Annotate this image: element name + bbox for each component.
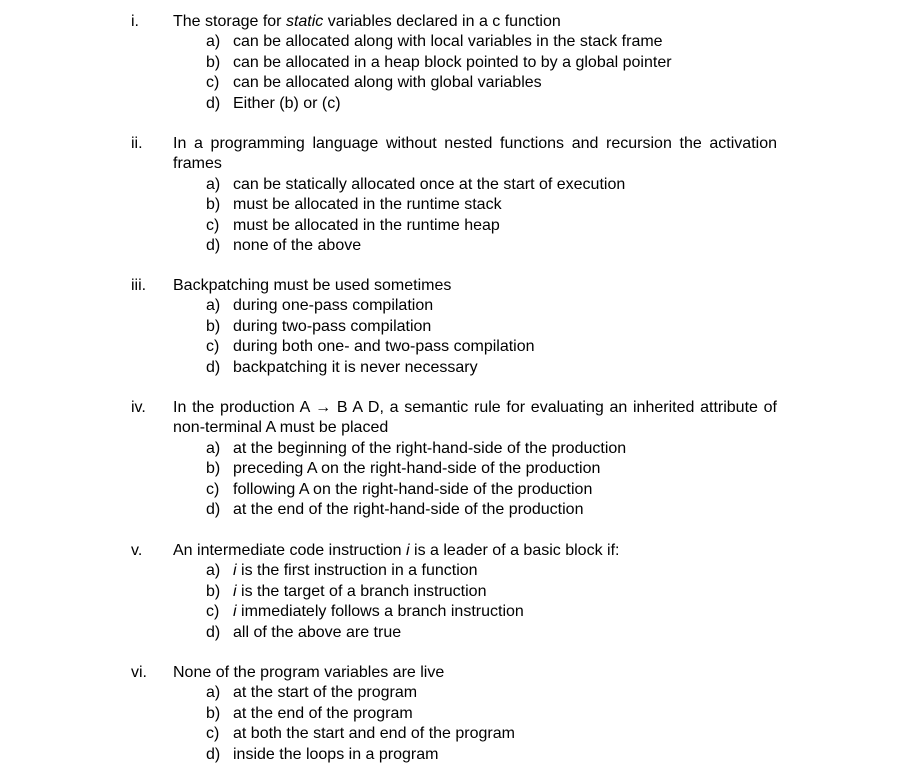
- option-a: a) can be allocated along with local variables in the stack frame: [206, 33, 663, 51]
- question-stem: The storage for static variables declared in a c function: [173, 13, 561, 30]
- option-c: c) following A on the right-hand-side of the production: [206, 480, 593, 498]
- question-stem: Backpatching must be used sometimes: [173, 277, 452, 294]
- option-list: [206, 439, 626, 521]
- option-d: d) at the end of the right-hand-side of the production: [206, 501, 584, 519]
- option-b: b) must be allocated in the runtime stack: [206, 196, 502, 214]
- option-list: [206, 561, 524, 643]
- option-d: d) backpatching it is never necessary: [206, 358, 478, 376]
- question-number: i.: [131, 13, 139, 30]
- option-a: a) during one-pass compilation: [206, 297, 434, 315]
- option-list: [206, 683, 515, 765]
- question-number: vi.: [131, 664, 147, 681]
- option-d: d) inside the loops in a program: [206, 745, 439, 763]
- question-stem: None of the program variables are live: [173, 664, 445, 681]
- option-d: d) none of the above: [206, 237, 362, 255]
- option-list: [206, 32, 672, 114]
- option-c: c) i immediately follows a branch instruction: [206, 603, 524, 621]
- question-stem: In a programming language without nested functions and recursion the activation frames: [173, 135, 777, 172]
- option-list: [206, 175, 625, 257]
- option-a: a) i is the first instruction in a function: [206, 562, 478, 580]
- option-b: b) i is the target of a branch instruction: [206, 582, 487, 600]
- emphasis-variable: i: [406, 542, 410, 559]
- option-d: d) Either (b) or (c): [206, 94, 341, 112]
- question-stem: An intermediate code instruction i is a leader of a basic block if:: [173, 542, 620, 559]
- option-a: a) can be statically allocated once at the start of execution: [206, 176, 626, 193]
- question-number: ii.: [131, 135, 143, 152]
- option-b: b) during two-pass compilation: [206, 317, 432, 335]
- question-number: iv.: [131, 399, 146, 416]
- option-d: d) all of the above are true: [206, 623, 402, 641]
- option-c: c) must be allocated in the runtime heap: [206, 216, 500, 234]
- question-number: iii.: [131, 277, 147, 294]
- option-a: a) at the beginning of the right-hand-side of the production: [206, 440, 627, 457]
- option-a: a) at the start of the program: [206, 684, 418, 702]
- option-c: c) during both one- and two-pass compilation: [206, 338, 535, 356]
- option-list: [206, 296, 535, 378]
- option-b: b) can be allocated in a heap block pointed to by a global pointer: [206, 53, 672, 71]
- emphasis-static: static: [285, 13, 324, 30]
- option-c: c) can be allocated along with global variables: [206, 74, 542, 92]
- option-c: c) at both the start and end of the program: [206, 725, 515, 743]
- option-b: b) preceding A on the right-hand-side of the production: [206, 460, 601, 478]
- option-b: b) at the end of the program: [206, 704, 413, 722]
- question-number: v.: [131, 542, 143, 559]
- question-stem: In the production A → B A D, a semantic rule for evaluating an inherited attribute of non-terminal A must be placed: [173, 399, 777, 436]
